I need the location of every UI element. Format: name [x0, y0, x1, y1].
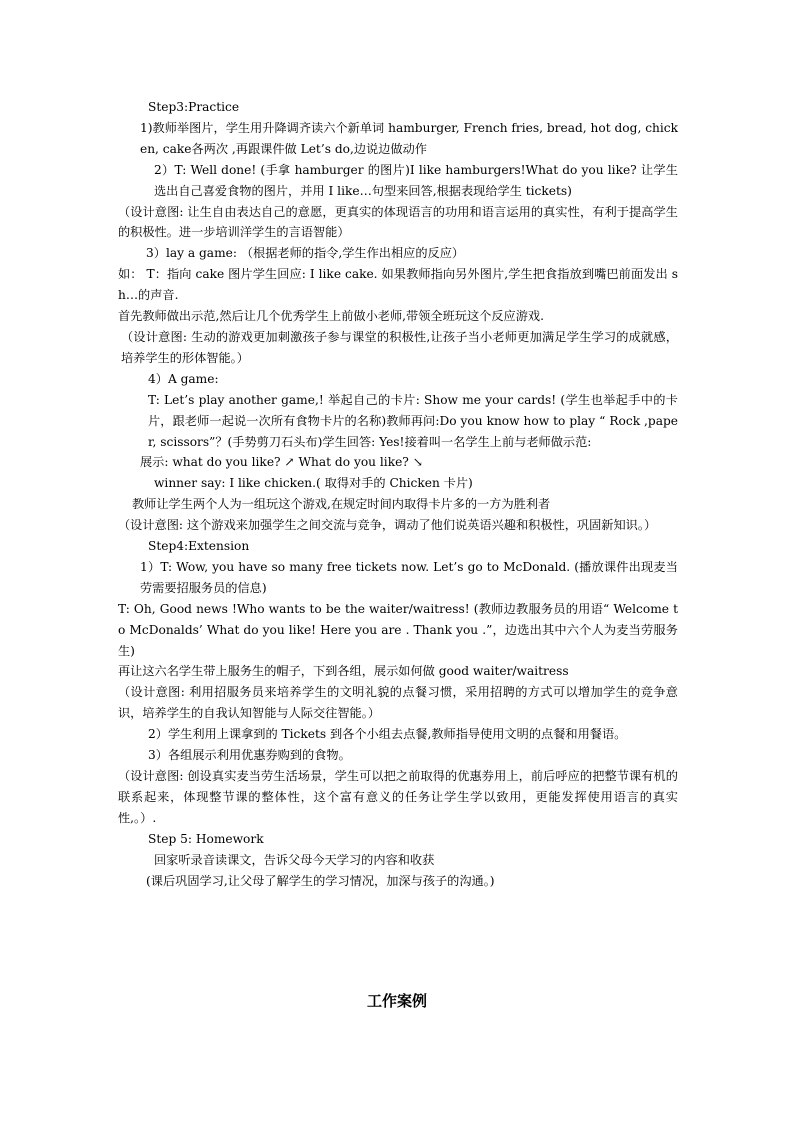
footer-title: 工作案例 [366, 992, 427, 1010]
step5-heading: Step 5: Homework [148, 831, 264, 846]
extension-item-1: 1）T: Wow, you have so many free tickets now. Let’s go to McDonald. (播放课件出现麦当劳需要招服务员的信息) [140, 559, 678, 595]
design-intent-5: （设计意图: 创设真实麦当劳生活场景，学生可以把之前取得的优惠券用上，前后呼应的把整节课有机的联系起来，体现整节课的整体性，这个富有意义的任务让学生学以致用，更能发挥使用语言的真实性,。）. [118, 769, 678, 825]
document-body [118, 97, 678, 891]
example-paragraph: 如： T：指向 cake 图片学生回应: I like cake. 如果教师指向另外图片,学生把食指放到嘴巴前面发出 sh…的声音. [118, 267, 678, 303]
practice-item-4: 4）A game: [148, 371, 219, 386]
practice-item-1: 1)教师举图片，学生用升降调齐读六个新单词 hamburger, French fries, bread, hot dog, chicken, cake各两次 ,再跟课件做 Let’s do,边说边做动作 [140, 120, 678, 156]
design-intent-4: （设计意图: 利用招服务员来培养学生的文明礼貌的点餐习惯，采用招聘的方式可以增加学生的竞争意识，培养学生的自我认知智能与人际交往智能。） [118, 685, 678, 721]
design-intent-3: （设计意图: 这个游戏来加强学生之间交流与竞争，调动了他们说英语兴趣和积极性，巩固新知识。） [118, 518, 657, 533]
extension-item-2: 2）学生利用上课拿到的 Tickets 到各个小组去点餐,教师指导使用文明的点餐和用餐语。 [148, 727, 627, 742]
display-line: 展示: what do you like? ↗ What do you like? ↘ [140, 455, 423, 470]
practice-item-3: 3）lay a game: （根据老师的指令,学生作出相应的反应） [146, 246, 465, 261]
homework-note: (课后巩固学习,让父母了解学生的学习情况，加深与孩子的沟通。) [146, 873, 495, 888]
homework-line: 回家听录音读课文，告诉父母今天学习的内容和收获 [154, 852, 435, 867]
game-instructions: T: Let’s play another game,! 举起自己的卡片: Show me your cards! (学生也举起手中的卡片，跟老师一起说一次所有食物卡片的名称)教师再问:Do you know how to play “ Rock ,paper, scissors”？(手势剪刀石头布)学生回答: Yes!接着叫一名学生上前与老师做示范: [148, 392, 678, 449]
extension-item-3: 3）各组展示利用优惠券购到的食物。 [148, 748, 351, 763]
good-news-paragraph: T: Oh, Good news !Who wants to be the waiter/waitress! (教师边教服务员的用语“ Welcome to McDonalds’ What do you like! Here you are . Thank you .”，边选出其中六个人为麦当劳服务生) [118, 601, 678, 658]
pair-game-line: 教师让学生两个人为一组玩这个游戏,在规定时间内取得卡片多的一方为胜利者 [132, 497, 551, 512]
step3-heading: Step3:Practice [148, 100, 240, 114]
design-intent-2: （设计意图: 生动的游戏更加刺激孩子参与课堂的积极性,让孩子当小老师更加满足学生学习的成就感，培养学生的形体智能。） [121, 329, 678, 365]
waiter-paragraph: 再让这六名学生带上服务生的帽子，下到各组，展示如何做 good waiter/waitress [118, 664, 569, 679]
demonstration-paragraph: 首先教师做出示范,然后让几个优秀学生上前做小老师,带领全班玩这个反应游戏. [118, 309, 544, 324]
design-intent-1: （设计意图: 让生自由表达自己的意愿，更真实的体现语言的功用和语言运用的真实性，有利于提高学生的积极性。进一步培训洋学生的言语智能） [118, 204, 678, 240]
practice-item-2: 2）T: Well done! (手拿 hamburger 的图片)I like hamburgers!What do you like? 让学生选出自己喜爱食物的图片，并用 I like…句型来回答,根据表现给学生 tickets) [154, 162, 678, 198]
winner-line: winner say: I like chicken.( 取得对手的 Chicken 卡片) [154, 476, 473, 491]
step4-heading: Step4:Extension [148, 539, 250, 554]
